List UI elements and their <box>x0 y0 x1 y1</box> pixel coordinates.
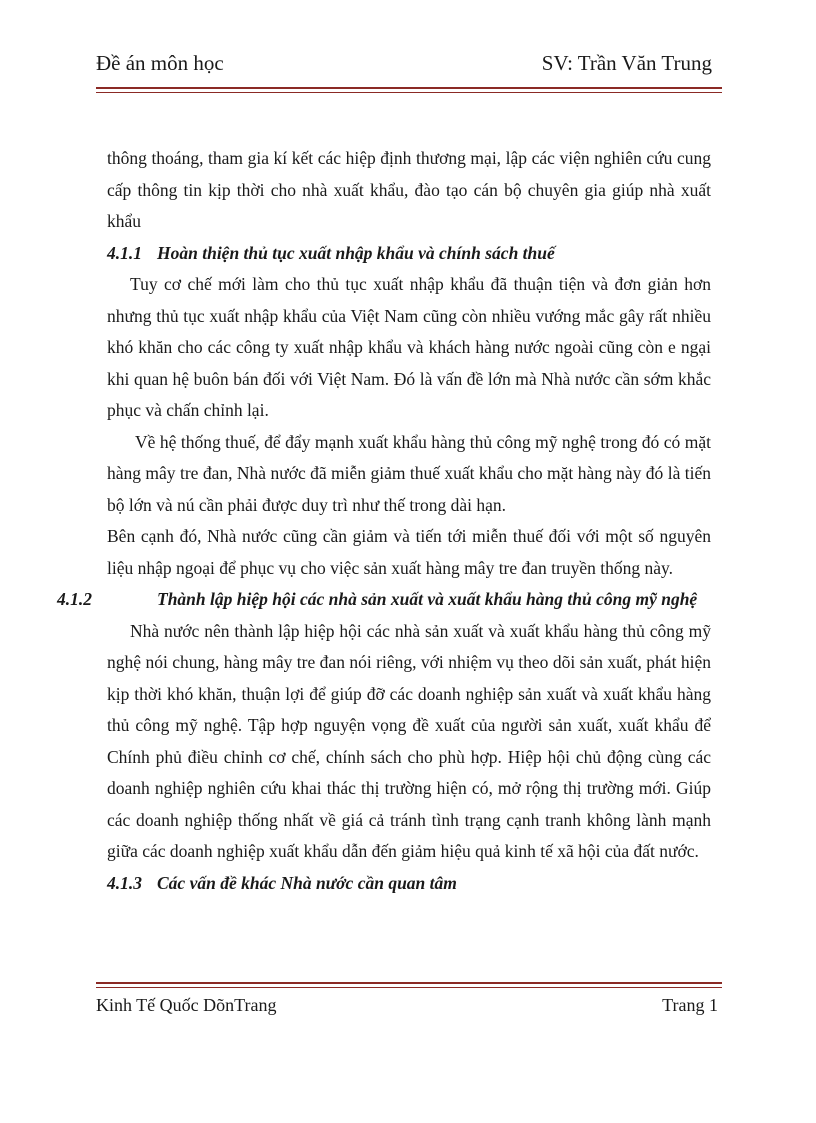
header-student-name: SV: Trần Văn Trung <box>541 51 712 75</box>
paragraph-continuation: thông thoáng, tham gia kí kết các hiệp định thương mại, lập các viện nghiên cứu cung cấp thông tin kịp thời cho nhà xuất khẩu, đào tạo cán bộ chuyên gia giúp nhà xuất khẩu <box>107 148 711 231</box>
footer-rule-top <box>96 982 722 984</box>
page-number: Trang 1 <box>662 995 718 1015</box>
paragraph-procedures: Tuy cơ chế mới làm cho thủ tục xuất nhập khẩu đã thuận tiện và đơn giản hơn nhưng thủ tục xuất nhập khẩu của Việt Nam cũng còn nhiều vướng mắc gây rất nhiều khó khăn cho các công ty xuất nhập khẩu và khách hàng nước ngoài cũng còn e ngại khi quan hệ buôn bán đối với Việt Nam. Đó là vấn đề lớn mà Nhà nước cần sớm khắc phục và chấn chỉnh lại. <box>107 274 711 420</box>
footer-rule-bottom <box>96 987 722 988</box>
paragraph-raw-materials: Bên cạnh đó, Nhà nước cũng cần giảm và tiến tới miễn thuế đối với một số nguyên liệu nhập ngoại để phục vụ cho việc sản xuất hàng mây tre đan truyền thống này. <box>107 526 711 578</box>
section-heading-4-1-3 <box>107 868 711 900</box>
section-title: Hoàn thiện thủ tục xuất nhập khẩu và chính sách thuế <box>157 242 555 263</box>
page-header <box>96 48 712 78</box>
footer-department: Kinh Tế Quốc DõnTrang <box>96 995 277 1015</box>
section-title: Thành lập hiệp hội các nhà sản xuất và xuất khẩu hàng thủ công mỹ nghệ <box>157 589 698 609</box>
header-rule-top <box>96 87 722 89</box>
section-heading-4-1-2 <box>57 584 711 616</box>
section-number: 4.1.2 <box>57 589 92 609</box>
section-title: Các vấn đề khác Nhà nước cần quan tâm <box>157 872 457 893</box>
page-footer <box>96 991 718 1019</box>
section-number: 4.1.3 <box>107 872 142 893</box>
header-course-title: Đề án môn học <box>96 51 224 75</box>
header-rule-bottom <box>96 92 722 93</box>
section-heading-4-1-1 <box>107 238 711 270</box>
document-body <box>57 143 711 899</box>
paragraph-tax-system: Về hệ thống thuế, để đẩy mạnh xuất khẩu hàng thủ công mỹ nghệ trong đó có mặt hàng mây tre đan, Nhà nước đã miễn giảm thuế xuất khẩu cho mặt hàng này đó là tiến bộ lớn và nú cần phải được duy trì như thế trong dài hạn. <box>107 431 711 515</box>
section-number: 4.1.1 <box>107 242 142 263</box>
paragraph-association: Nhà nước nên thành lập hiệp hội các nhà sản xuất và xuất khẩu hàng thủ công mỹ nghệ nói chung, hàng mây tre đan nói riêng, với nhiệm vụ theo dõi sản xuất, phát hiện kịp thời khó khăn, thuận lợi để giúp đỡ các doanh nghiệp sản xuất và xuất khẩu hàng thủ công mỹ nghệ. Tập hợp nguyện vọng đề xuất của người sản xuất, xuất khẩu để Chính phủ điều chỉnh cơ chế, chính sách cho phù hợp. Hiệp hội chủ động cùng các doanh nghiệp nghiên cứu khai thác thị trường hiện có, mở rộng thị trường mới. Giúp các doanh nghiệp thống nhất về giá cả tránh tình trạng cạnh tranh không lành mạnh giữa các doanh nghiệp xuất khẩu dẫn đến giảm hiệu quả kinh tế xã hội của đất nước. <box>107 620 711 861</box>
